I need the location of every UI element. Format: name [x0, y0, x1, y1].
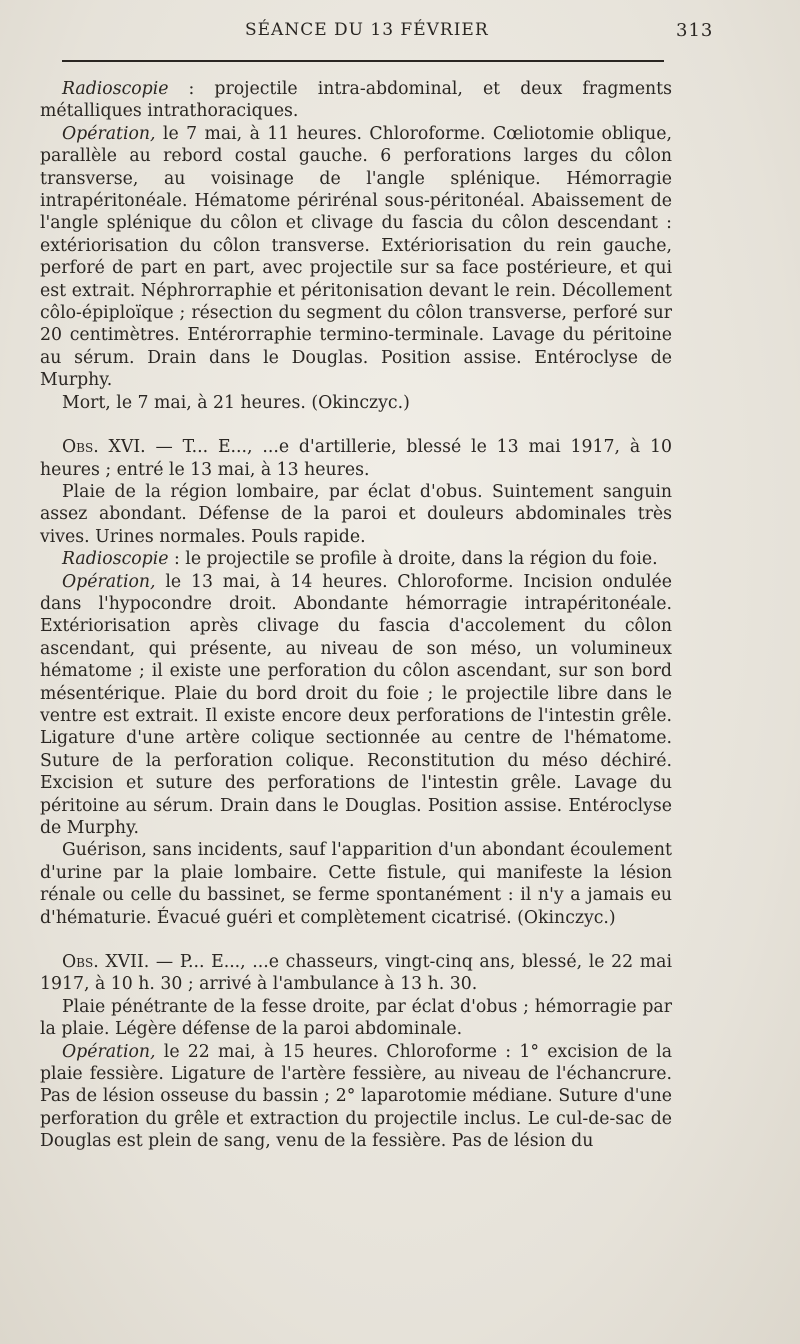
observation-xvii-heading: [40, 951, 672, 996]
paragraph-wound-xvii: [40, 996, 672, 1041]
paragraph-lead: Opération,: [62, 571, 156, 592]
paragraph-operation-2: [40, 571, 672, 840]
paragraph-lead: Obs. XVII.: [62, 952, 150, 973]
paragraph-text: le 13 mai, à 14 heures. Chloroforme. Incision ondulée dans l'hypocondre droit. Abondante hémorragie intrapéritonéale. Extériorisation après clivage du fascia d'accolement du côlon ascendant, qui présente, au niveau de son méso, un volumineux hématome ; il existe une perforation du côlon ascendant, sur son bord mésentérique. Plaie du bord droit du foie ; le projectile libre dans le ventre est extrait. Il existe encore deux perforations de l'intestin grêle. Ligature d'une artère colique sectionnée au centre de l'hématome. Suture de la perforation colique. Reconstitution du méso déchiré. Excision et suture des perforations de l'intestin grêle. Lavage du péritoine au sérum. Drain dans le Douglas. Position assise. Entéroclyse de Murphy.: [40, 571, 672, 838]
paragraph-operation-1: [40, 123, 672, 392]
paragraph-operation-3: [40, 1041, 672, 1153]
paragraph-text: : projectile intra-abdominal, et deux fragments métalliques intrathoraciques.: [40, 79, 672, 122]
paragraph-text: : le projectile se profile à droite, dans la région du foie.: [168, 549, 658, 570]
paragraph-text: Plaie pénétrante de la fesse droite, par éclat d'obus ; hémorragie par la plaie. Légère défense de la paroi abdominale.: [40, 996, 672, 1040]
paragraph-text: Mort, le 7 mai, à 21 heures. (Okinczyc.): [62, 392, 410, 413]
paragraph-outcome-2: [40, 839, 672, 929]
paragraph-lead: Opération,: [62, 123, 156, 144]
paragraph-outcome-1: [40, 392, 672, 414]
body-text: [40, 78, 672, 1153]
paragraph-text: Plaie de la région lombaire, par éclat d'obus. Suintement sanguin assez abondant. Défense de la paroi et douleurs abdominales très vives. Urines normales. Pouls rapide.: [40, 481, 672, 547]
header-rule: [62, 60, 664, 62]
paragraph-text: le 7 mai, à 11 heures. Chloroforme. Cœliotomie oblique, parallèle au rebord costal gauche. 6 perforations larges du côlon transverse, au voisinage de l'angle splénique. Hémorragie intrapéritonéale. Hématome périrénal sous-péritonéal. Abaissement de l'angle splénique du côlon et clivage du fascia du côlon descendant : extériorisation du côlon transverse. Extériorisation du rein gauche, perforé de part en part, avec projectile sur sa face postérieure, et qui est extrait. Néphrorraphie et péritonisation devant le rein. Décollement côlo-épiploïque ; résection du segment du côlon transverse, perforé sur 20 centimètres. Entérorraphie termino-terminale. Lavage du péritoine au sérum. Drain dans le Douglas. Position assise. Entéroclyse de Murphy.: [40, 123, 672, 391]
paragraph-radioscopie-2: [40, 548, 672, 570]
page-number: 313: [676, 20, 714, 41]
paragraph-lead: Radioscopie: [62, 79, 169, 99]
observation-xvi-heading: [40, 436, 672, 481]
running-title: SÉANCE DU 13 FÉVRIER: [245, 20, 489, 40]
paragraph-wound-xvi: [40, 481, 672, 548]
paragraph-text: — P... E..., ...e chasseurs, vingt-cinq ans, blessé, le 22 mai 1917, à 10 h. 30 ; arrivé à l'ambulance à 13 h. 30.: [40, 952, 673, 995]
paragraph-lead: Radioscopie: [62, 549, 169, 570]
paragraph-text: — T... E..., ...e d'artillerie, blessé le 13 mai 1917, à 10 heures ; entré le 13 mai, à 13 heures.: [40, 437, 672, 480]
paragraph-lead: Opération,: [62, 1041, 156, 1062]
paragraph-radioscopie-1: [40, 78, 672, 123]
paragraph-text: le 22 mai, à 15 heures. Chloroforme : 1° excision de la plaie fessière. Ligature de l'artère fessière, au niveau de l'échancrure. Pas de lésion osseuse du bassin ; 2° laparotomie médiane. Suture d'une perforation du grêle et extraction du projectile inclus. Le cul-de-sac de Douglas est plein de sang, venu de la fessière. Pas de lésion du: [40, 1041, 672, 1152]
paragraph-text: Guérison, sans incidents, sauf l'apparition d'un abondant écoulement d'urine par la plaie lombaire. Cette fistule, qui manifeste la lésion rénale ou celle du bassinet, se ferme spontanément : il n'y a jamais eu d'hématurie. Évacué guéri et complètement cicatrisé. (Okinczyc.): [40, 840, 672, 928]
page-header: [40, 20, 714, 46]
paragraph-lead: Obs. XVI.: [62, 437, 146, 458]
